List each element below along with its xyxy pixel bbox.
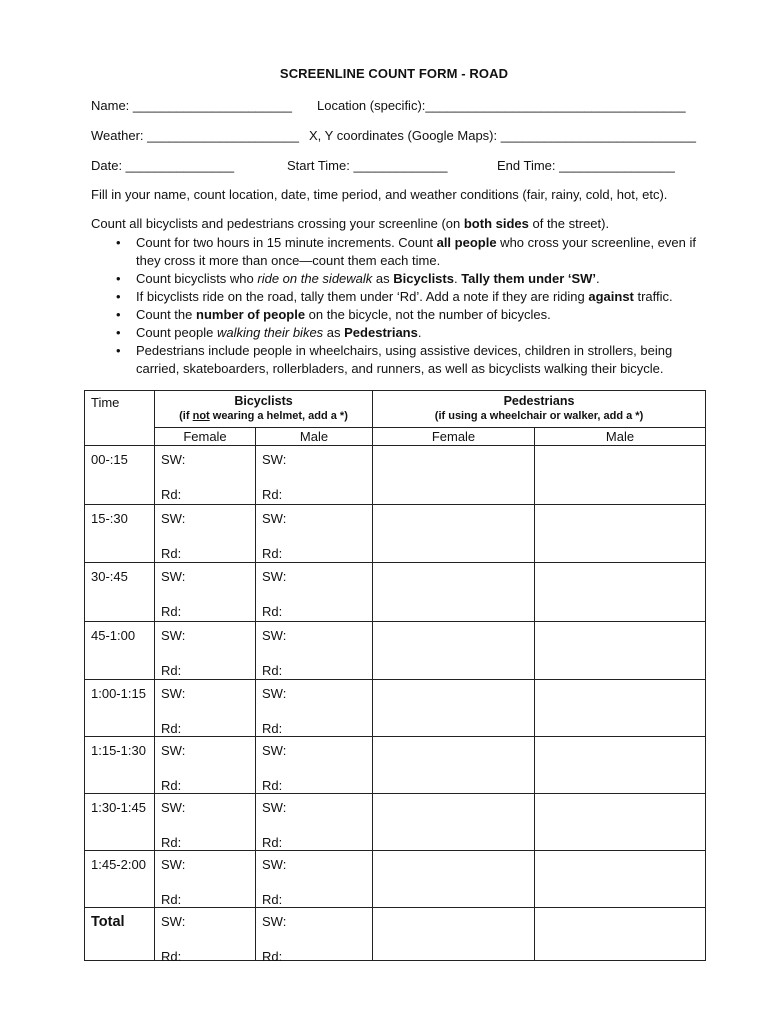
rd-label: Rd:	[161, 949, 182, 964]
rd-label: Rd:	[161, 546, 182, 561]
table-row	[85, 680, 706, 737]
ped-male-total-cell[interactable]	[535, 908, 706, 961]
sw-label: SW:	[262, 569, 287, 584]
list-item: • If bicyclists ride on the road, tally them under ‘Rd’. Add a note if they are riding against traffic.	[91, 288, 701, 306]
bike-male-cell[interactable]	[256, 622, 373, 680]
bike-female-total-cell[interactable]	[155, 908, 256, 964]
bike-female-header: Female	[155, 428, 256, 446]
table-row	[85, 851, 706, 908]
ped-male-cell[interactable]	[535, 680, 706, 737]
rd-label: Rd:	[262, 487, 283, 502]
ped-female-cell[interactable]	[373, 680, 535, 737]
bike-male-cell[interactable]	[256, 563, 373, 622]
bike-female-cell[interactable]	[155, 563, 256, 622]
bike-female-cell[interactable]	[155, 505, 256, 563]
table-row	[85, 505, 706, 563]
ped-male-cell[interactable]	[535, 563, 706, 622]
sw-label: SW:	[262, 628, 287, 643]
time-period: 00-:15	[85, 446, 155, 505]
sw-label: SW:	[262, 914, 287, 929]
count-instruction: Count all bicyclists and pedestrians crossing your screenline (on both sides of the street).	[91, 216, 610, 231]
rd-label: Rd:	[161, 778, 182, 793]
sw-label: SW:	[262, 743, 287, 758]
ped-female-header: Female	[373, 428, 535, 446]
table-row	[85, 794, 706, 851]
sw-label: SW:	[262, 511, 287, 526]
sw-label: SW:	[161, 914, 186, 929]
list-item: • Count the number of people on the bicycle, not the number of bicycles.	[91, 306, 701, 324]
bike-male-cell[interactable]	[256, 446, 373, 505]
ped-male-header: Male	[535, 428, 706, 446]
sw-label: SW:	[262, 452, 287, 467]
bike-female-cell[interactable]	[155, 851, 256, 908]
count-rows	[85, 446, 706, 964]
sw-label: SW:	[161, 800, 186, 815]
start-time-field[interactable]: Start Time: _____________	[287, 158, 448, 173]
sw-label: SW:	[161, 857, 186, 872]
ped-male-cell[interactable]	[535, 622, 706, 680]
table-row	[85, 563, 706, 622]
ped-female-cell[interactable]	[373, 563, 535, 622]
list-item: • Count people walking their bikes as Pedestrians.	[91, 324, 701, 342]
name-field[interactable]: Name: ______________________	[91, 98, 292, 113]
sw-label: SW:	[161, 686, 186, 701]
rd-label: Rd:	[161, 721, 182, 736]
bike-female-cell[interactable]	[155, 794, 256, 851]
time-period: 1:45-2:00	[85, 851, 155, 908]
bike-female-cell[interactable]	[155, 622, 256, 680]
bike-male-cell[interactable]	[256, 505, 373, 563]
ped-male-cell[interactable]	[535, 446, 706, 505]
bike-male-header: Male	[256, 428, 373, 446]
ped-male-cell[interactable]	[535, 505, 706, 563]
bike-female-cell[interactable]	[155, 737, 256, 794]
rd-label: Rd:	[161, 604, 182, 619]
instruction-list	[91, 234, 701, 378]
rd-label: Rd:	[262, 892, 283, 907]
bike-male-total-cell[interactable]	[256, 908, 373, 964]
rd-label: Rd:	[161, 835, 182, 850]
ped-female-cell[interactable]	[373, 446, 535, 505]
sw-label: SW:	[262, 857, 287, 872]
sw-label: SW:	[161, 628, 186, 643]
weather-field[interactable]: Weather: _____________________	[91, 128, 299, 143]
rd-label: Rd:	[262, 778, 283, 793]
bike-female-cell[interactable]	[155, 680, 256, 737]
sw-label: SW:	[161, 452, 186, 467]
time-header: Time	[85, 391, 155, 446]
time-period: 1:30-1:45	[85, 794, 155, 851]
rd-label: Rd:	[262, 835, 283, 850]
ped-male-cell[interactable]	[535, 794, 706, 851]
ped-male-cell[interactable]	[535, 737, 706, 794]
rd-label: Rd:	[262, 949, 283, 964]
table-row	[85, 446, 706, 505]
rd-label: Rd:	[262, 546, 283, 561]
total-label: Total	[85, 908, 155, 961]
table-row	[85, 622, 706, 680]
sw-label: SW:	[161, 511, 186, 526]
bike-male-cell[interactable]	[256, 851, 373, 908]
coordinates-field[interactable]: X, Y coordinates (Google Maps): ___________________________	[309, 128, 696, 143]
date-field[interactable]: Date: _______________	[91, 158, 235, 173]
rd-label: Rd:	[161, 663, 182, 678]
bike-female-cell[interactable]	[155, 446, 256, 505]
rd-label: Rd:	[262, 721, 283, 736]
ped-male-cell[interactable]	[535, 851, 706, 908]
ped-female-cell[interactable]	[373, 737, 535, 794]
time-period: 45-1:00	[85, 622, 155, 680]
bike-male-cell[interactable]	[256, 737, 373, 794]
bike-male-cell[interactable]	[256, 680, 373, 737]
sw-label: SW:	[161, 743, 186, 758]
rd-label: Rd:	[161, 892, 182, 907]
time-period: 15-:30	[85, 505, 155, 563]
time-period: 1:15-1:30	[85, 737, 155, 794]
intro-instruction: Fill in your name, count location, date, time period, and weather conditions (fair, rainy, cold, hot, etc).	[91, 187, 668, 202]
list-item: • Count bicyclists who ride on the sidewalk as Bicyclists. Tally them under ‘SW’.	[91, 270, 701, 288]
count-table	[84, 390, 706, 964]
rd-label: Rd:	[262, 604, 283, 619]
ped-female-cell[interactable]	[373, 851, 535, 908]
rd-label: Rd:	[161, 487, 182, 502]
ped-female-cell[interactable]	[373, 505, 535, 563]
sw-label: SW:	[262, 686, 287, 701]
end-time-field[interactable]: End Time: ________________	[497, 158, 675, 173]
form-title: SCREENLINE COUNT FORM - ROAD	[279, 66, 509, 81]
time-period: 1:00-1:15	[85, 680, 155, 737]
ped-female-total-cell[interactable]	[373, 908, 535, 961]
sw-label: SW:	[161, 569, 186, 584]
sw-label: SW:	[262, 800, 287, 815]
list-item: • Pedestrians include people in wheelchairs, using assistive devices, children in strollers, being carried, skateboarders, rollerbladers, and runners, as well as bicyclists walking their bicycle.	[91, 342, 701, 378]
bike-male-cell[interactable]	[256, 794, 373, 851]
location-field[interactable]: Location (specific):____________________________________	[317, 98, 686, 113]
rd-label: Rd:	[262, 663, 283, 678]
table-row	[85, 737, 706, 794]
list-item: • Count for two hours in 15 minute increments. Count all people who cross your screenline, even if they cross it more than once—count them each time.	[91, 234, 701, 270]
ped-female-cell[interactable]	[373, 622, 535, 680]
ped-female-cell[interactable]	[373, 794, 535, 851]
pedestrians-header: Pedestrians (if using a wheelchair or walker, add a *)	[373, 391, 706, 428]
time-period: 30-:45	[85, 563, 155, 622]
total-row	[85, 908, 706, 961]
bicyclists-header: Bicyclists (if not wearing a helmet, add a *)	[155, 391, 373, 428]
